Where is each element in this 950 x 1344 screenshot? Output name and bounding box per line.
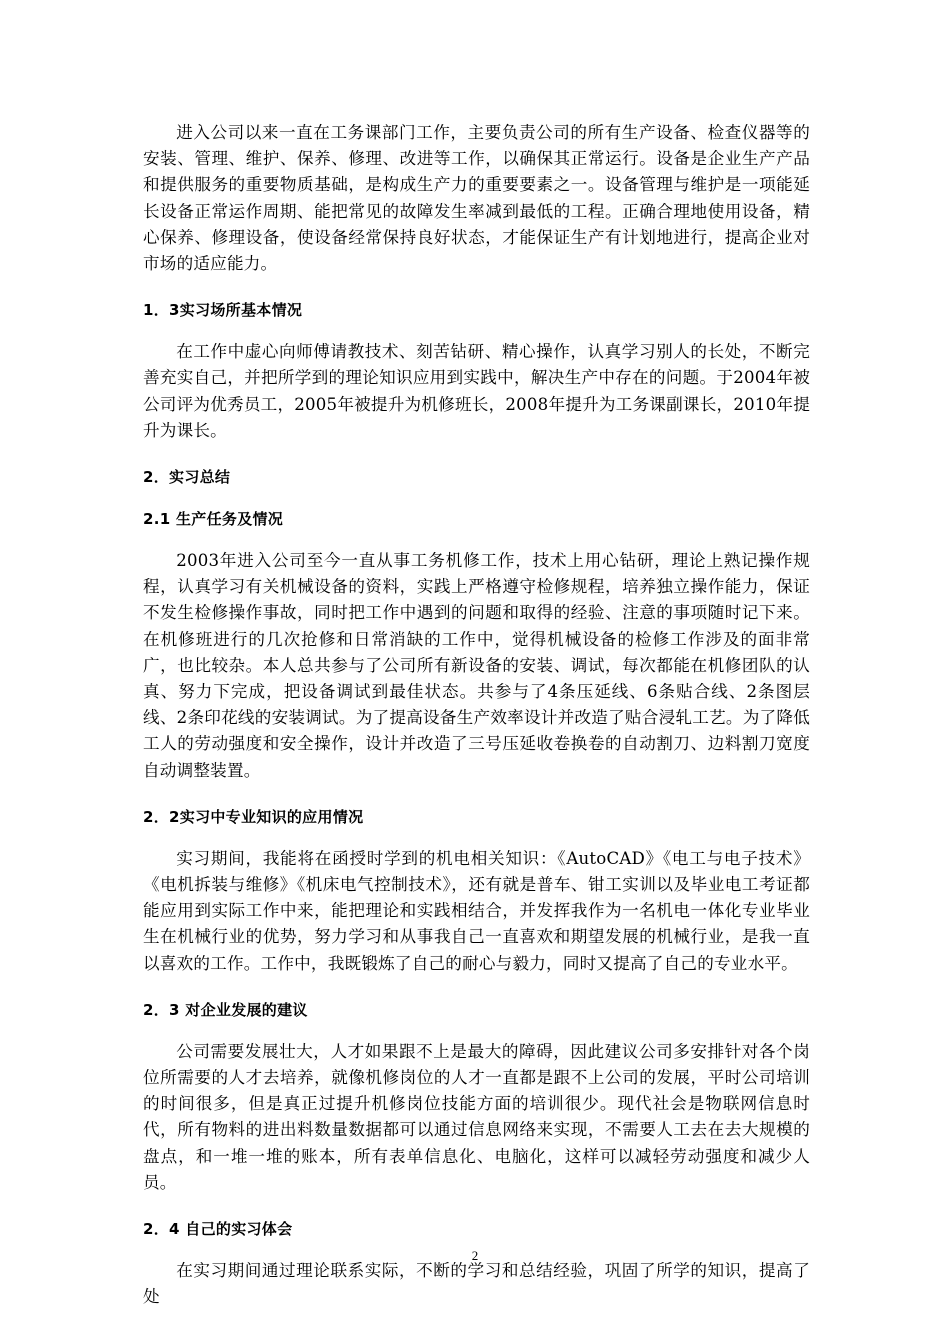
section-heading-1-3: 1．3实习场所基本情况 xyxy=(143,301,303,320)
paragraph-2-4: 在实习期间通过理论联系实际，不断的学习和总结经验，巩固了所学的知识，提高了处 xyxy=(143,1261,810,1307)
page-number: 2 xyxy=(471,1248,479,1263)
section-heading-2-2: 2．2实习中专业知识的应用情况 xyxy=(143,807,364,826)
paragraph-intro: 进入公司以来一直在工务课部门工作，主要负责公司的所有生产设备、检查仪器等的安装、管理、维护、保养、修理、改进等工作，以确保其正常运行。设备是企业生产产品和提供服务的重要物质基础，是构成生产力的重要要素之一。设备管理与维护是一项能延长设备正常运作周期、能把常见的故障发生率减到最低的工程。正确合理地使用设备，精心保养、修理设备，使设备经常保持良好状态，才能保证生产有计划地进行，提高企业对市场的适应能力。 xyxy=(143,123,810,274)
section-heading-2-1: 2.1 生产任务及情况 xyxy=(143,510,284,529)
paragraph-2-3: 公司需要发展壮大，人才如果跟不上是最大的障碍，因此建议公司多安排针对各个岗位所需要的人才去培养，就像机修岗位的人才一直都是跟不上公司的发展，平时公司培训的时间很多，但是真正过提升机修岗位技能方面的培训很少。现代社会是物联网信息时代，所有物料的进出料数量数据都可以通过信息网络来实现，不需要人工去在去大规模的盘点，和一堆一堆的账本，所有表单信息化、电脑化，这样可以减轻劳动强度和减少人员。 xyxy=(143,1041,810,1192)
paragraph-2-1: 2003年进入公司至今一直从事工务机修工作，技术上用心钻研，理论上熟记操作规程，认真学习有关机械设备的资料，实践上严格遵守检修规程，培养独立操作能力，保证不发生检修操作事故，同时把工作中遇到的问题和取得的经验、注意的事项随时记下来。在机修班进行的几次抢修和日常消缺的工作中，觉得机械设备的检修工作涉及的面非常广，也比较杂。本人总共参与了公司所有新设备的安装、调试，每次都能在机修团队的认真、努力下完成，把设备调试到最佳状态。共参与了4条压延线、6条贴合线、2条图层线、2条印花线的安装调试。为了提高设备生产效率设计并改造了贴合浸轧工艺。为了降低工人的劳动强度和安全操作，设计并改造了三号压延收卷换卷的自动割刀、边料割刀宽度自动调整装置。 xyxy=(143,551,810,780)
section-heading-2-3: 2．3 对企业发展的建议 xyxy=(143,1000,308,1019)
section-heading-2-4: 2．4 自己的实习体会 xyxy=(143,1220,293,1239)
section-heading-2: 2．实习总结 xyxy=(143,468,231,487)
paragraph-2-2: 实习期间，我能将在函授时学到的机电相关知识：《AutoCAD》《电工与电子技术》《电机拆装与维修》《机床电气控制技术》，还有就是普车、钳工实训以及毕业电工考证都能应用到实际工作中来，能把理论和实践相结合，并发挥我作为一名机电一体化专业毕业生在机械行业的优势，努力学习和从事我自己一直喜欢和期望发展的机械行业，是我一直以喜欢的工作。工作中，我既锻炼了自己的耐心与毅力，同时又提高了自己的专业水平。 xyxy=(143,848,810,973)
document-body xyxy=(143,120,810,1311)
paragraph-1-3: 在工作中虚心向师傅请教技术、刻苦钻研、精心操作，认真学习别人的长处，不断完善充实自己，并把所学到的理论知识应用到实践中，解决生产中存在的问题。于2004年被公司评为优秀员工，2005年被提升为机修班长，2008年提升为工务课副课长，2010年提升为课长。 xyxy=(143,342,810,440)
